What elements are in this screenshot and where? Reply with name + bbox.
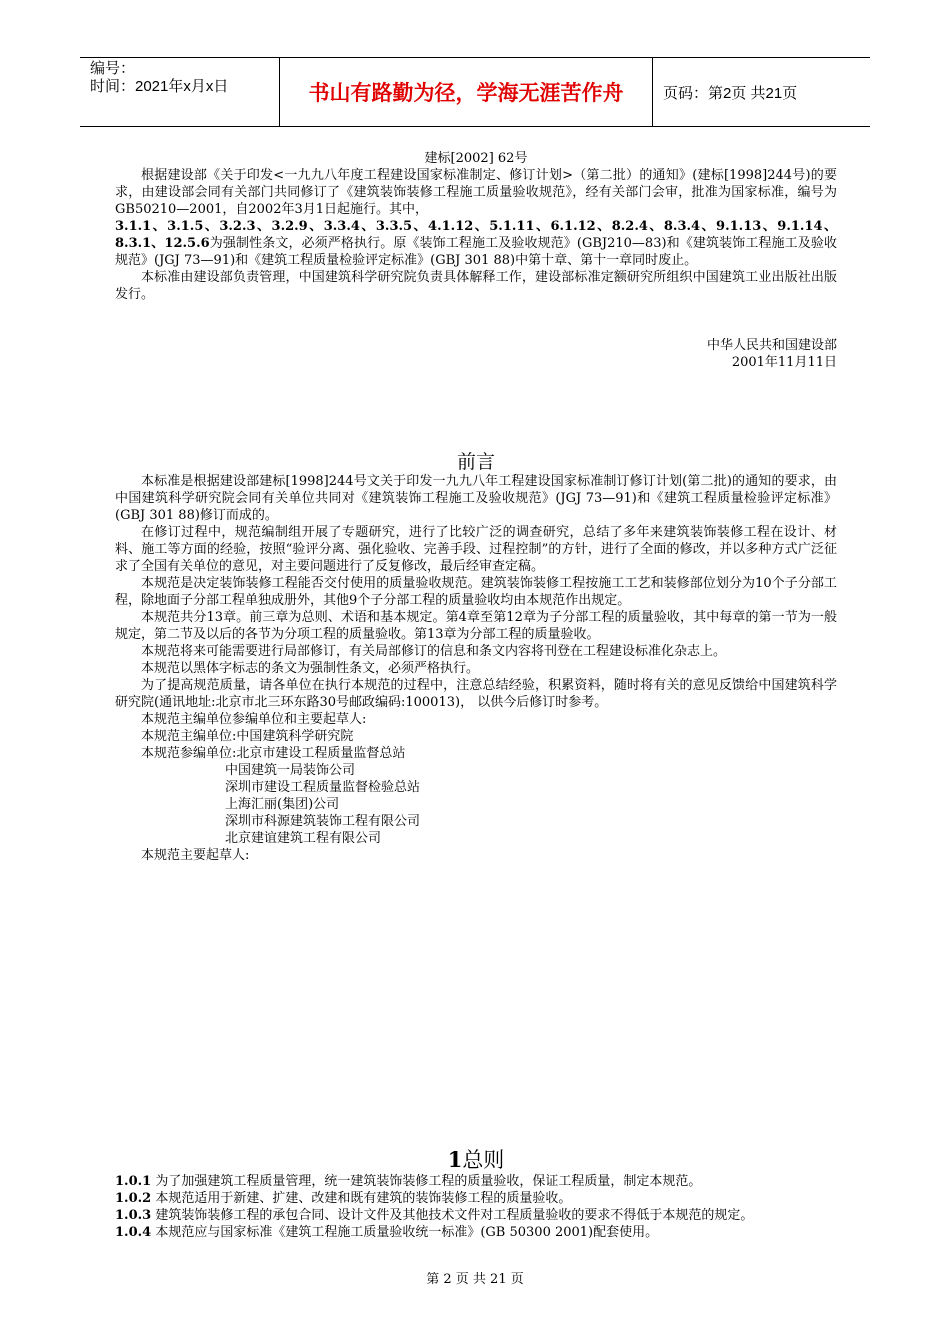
preface-paragraph: 本规范主编单位参编单位和主要起草人: [141,712,367,727]
clause-item [115,1207,837,1224]
preface-paragraph: 本规范是决定装饰装修工程能否交付使用的质量验收规范。建筑装饰装修工程按施工工艺和装修部位划分为10个子分部工程，除地面子分部工程单独成册外，其他9个子分部工程的质量验收均由本规范作出规定。 [115,576,837,608]
clause-number: 1.0.4 [115,1225,152,1240]
org-list [115,762,837,847]
page-footer: 第 2 页 共 21 页 [426,1272,524,1287]
document-body [115,150,837,1241]
chief-editor-unit: 本规范主编单位:中国建筑科学研究院 [141,729,354,744]
preface-paragraph: 本规范以黑体字标志的条文为强制性条文，必须严格执行。 [141,661,480,676]
clause-item [115,1224,837,1241]
notice-paragraph-3: 本标准由建设部负责管理，中国建筑科学研究院负责具体解释工作，建设部标准定额研究所组织中国建筑工业出版社出版发行。 [115,270,837,302]
preface-paragraph: 在修订过程中，规范编制组开展了专题研究，进行了比较广泛的调查研究，总结了多年来建筑装饰装修工程在设计、材料、施工等方面的经验，按照“验评分离、强化验收、完善手段、过程控制”的方针，进行了全面的修改，并以多种方式广泛征求了全国有关单位的意见，对主要问题进行了反复修改，最后经审查定稿。 [115,525,837,574]
notice-paragraph-2-rest: 为强制性条文，必须严格执行。原《装饰工程施工及验收规范》(GBJ210—83)和《建筑装饰工程施工及验收规范》(JGJ 73—91)和《建筑工程质量检验评定标准》(GBJ 301 88)中第十章、第十一章同时废止。 [115,236,838,268]
preface-paragraph: 为了提高规范质量，请各单位在执行本规范的过程中，注意总结经验，积累资料，随时将有关的意见反馈给中国建筑科学研究院(通讯地址:北京市北三环东路30号邮政编码:100013)， 以供今后修订时参考。 [115,678,837,710]
preface-paragraph: 本标准是根据建设部建标[1998]244号文关于印发一九九八年工程建设国家标准制订修订计划(第二批)的通知的要求，由中国建筑科学研究院会同有关单位共同对《建筑装饰工程施工及验收规范》(JGJ 73—91)和《建筑工程质量检验评定标准》(GBJ 301 88)修订而成的。 [115,474,837,523]
notice-paragraph-1: 根据建设部《关于印发<一九九八年度工程建设国家标准制定、修订计划>（第二批）的通知》(建标[1998]244号)的要求，由建设部会同有关部门共同修订了《建筑装饰装修工程施工质量验收规范》，经有关部门会审，批准为国家标准，编号为GB50210—2001，自2002年3月1日起施行。其中， [115,168,837,217]
time-label: 时间：2021年x月x日 [90,78,229,95]
chapter-number: 1 [447,1147,463,1172]
clause-text: 建筑装饰装修工程的承包合同、设计文件及其他技术文件对工程质量验收的要求不得低于本规范的规定。 [155,1208,754,1223]
clause-number: 1.0.2 [115,1191,152,1206]
header-motto: 书山有路勤为径，学海无涯苦作舟 [280,58,653,126]
preface-paragraph: 本规范将来可能需要进行局部修订，有关局部修订的信息和条文内容将刊登在工程建设标准化杂志上。 [141,644,727,659]
clause-text: 本规范适用于新建、扩建、改建和既有建筑的装饰装修工程的质量验收。 [155,1191,572,1206]
org-item: 深圳市建设工程质量监督检验总站 [225,780,421,795]
header-meta [80,58,280,126]
participating-units: 本规范参编单位:北京市建设工程质量监督总站 [141,746,406,761]
clause-item [115,1190,837,1207]
number-label: 编号： [90,60,136,77]
mandatory-clauses: 3.1.1、3.1.5、3.2.3、3.2.9、3.3.4、3.3.5、4.1.12、5.1.11、6.1.12、8.2.4、8.3.4、9.1.13、9.1.14、8.3.1、12.5.6 [115,219,837,251]
clause-number: 1.0.1 [115,1174,152,1189]
issue-date: 2001年11月11日 [731,355,837,370]
clause-text: 为了加强建筑工程质量管理，统一建筑装饰装修工程的质量验收，保证工程质量，制定本规范。 [155,1174,702,1189]
org-item: 深圳市科源建筑装饰工程有限公司 [225,814,421,829]
clause-text: 本规范应与国家标准《建筑工程施工质量验收统一标准》(GB 50300 2001)配套使用。 [155,1225,659,1240]
clause-item [115,1173,837,1190]
org-item: 中国建筑一局装饰公司 [225,763,356,778]
chapter-name: 总则 [462,1148,505,1172]
issuer: 中华人民共和国建设部 [706,338,837,353]
org-item: 北京建谊建筑工程有限公司 [225,831,382,846]
header-page-info: 页码：第2页 共21页 [663,84,798,102]
chapter-title [115,1147,837,1173]
preface-title: 前言 [456,451,495,473]
org-item: 上海汇丽(集团)公司 [225,797,340,812]
preface-paragraph: 本规范共分13章。前三章为总则、术语和基本规定。第4章至第12章为子分部工程的质量验收，其中每章的第一节为一般规定，第二节及以后的各节为分项工程的质量验收。第13章为分部工程的质量验收。 [115,610,837,642]
doc-number: 建标[2002] 62号 [424,151,528,166]
page-header [80,57,870,127]
clause-number: 1.0.3 [115,1208,152,1223]
drafters: 本规范主要起草人: [141,848,250,863]
notice-paragraph-2 [115,218,837,269]
